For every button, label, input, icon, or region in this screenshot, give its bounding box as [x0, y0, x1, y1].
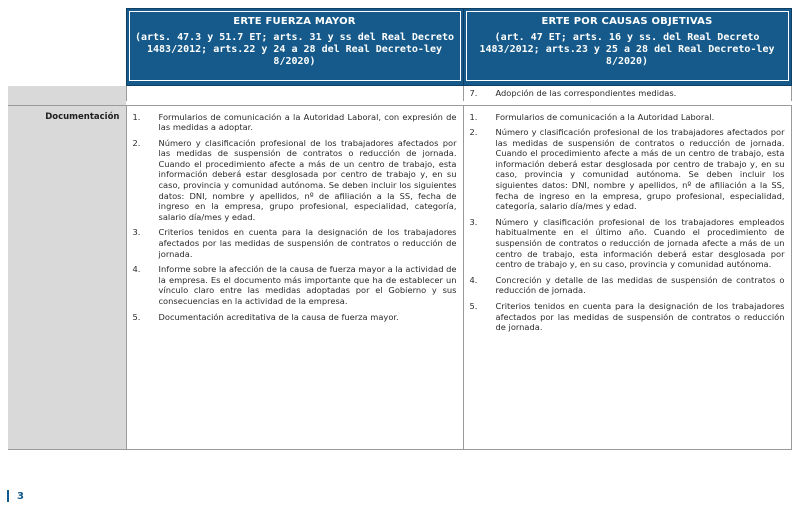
row-label-documentacion: Documentación: [8, 105, 126, 449]
list-item-number: 4.: [132, 264, 141, 275]
list-item-number: 3.: [132, 227, 141, 238]
list-item-number: 5.: [132, 311, 141, 322]
continuation-cell-a: [126, 86, 463, 101]
list-item: [131, 112, 457, 133]
header-row: [8, 9, 791, 86]
list-item-number: 4.: [469, 274, 478, 285]
footer-accent-bar: [7, 490, 9, 502]
continuation-row: [8, 86, 791, 101]
header-fuerza-mayor: [126, 9, 463, 86]
list-item: [468, 217, 785, 270]
header-causas-objetivas-subtitle: (art. 47 ET; arts. 16 y ss. del Real Decreto 1483/2012; arts.23 y 25 a 28 del Real Decreto-ley 8/2020): [479, 32, 775, 67]
list-item-text: Concreción y detalle de las medidas de suspensión de contratos o reducción de jornada.: [495, 274, 785, 296]
list-item: [464, 86, 791, 99]
list-item-text: Criterios tenidos en cuenta para la designación de los trabajadores afectados por las medidas de suspensión de contratos o reducción de jornada.: [158, 227, 457, 259]
page-footer: [7, 490, 24, 502]
list-item: [131, 312, 457, 323]
list-item-text: Número y clasificación profesional de los trabajadores empleados habitualmente en el último año. Cuando el procedimiento de suspensión de contratos o reducción de jornada afecte a más de un centro de trabajo, esta información deberá estar desglosada por centro de trabajo y, en su caso, provincia y comunidad autónoma.: [495, 216, 785, 270]
list-item-number: 5.: [469, 301, 478, 311]
list-item-text: Documentación acreditativa de la causa de fuerza mayor.: [158, 311, 399, 322]
list-item-number: 2.: [132, 137, 141, 148]
list-item-number: 7.: [469, 88, 478, 98]
list-item: [468, 301, 785, 333]
page-number: 3: [17, 490, 24, 502]
list-item-text: Adopción de las correspondientes medidas.: [495, 88, 677, 98]
list-item-text: Número y clasificación profesional de los trabajadores afectados por las medidas de suspensión de contratos o reducción de jornada. Cuando el procedimiento afecte a más de un centro de trabajo, esta información deberá estar desglosada por centro de trabajo y, en su caso, provincia y comunidad autónoma. Se deben incluir los siguientes datos: DNI, nombre y apellidos, nº de afiliación a la SS, fecha de ingreso en la empresa, grupo profesional, especialidad, categoría, salario día/mes y edad.: [158, 137, 457, 222]
list-item-text: Informe sobre la afección de la causa de fuerza mayor a la actividad de la empresa. Es el documento más importante que ha de establecer un vínculo claro entre las medidas adoptadas por el Gobierno y sus consecuencias en la actividad de la empresa.: [158, 264, 457, 306]
list-item-number: 1.: [132, 111, 141, 122]
list-item-text: Criterios tenidos en cuenta para la designación de los trabajadores afectados por las medidas de suspensión de contratos o reducción de jornada.: [495, 301, 785, 333]
list-item-number: 1.: [469, 111, 478, 122]
list-item-text: Formularios de comunicación a la Autoridad Laboral, con expresión de las medidas a adoptar.: [158, 111, 457, 133]
continuation-cell-b: [463, 86, 791, 101]
list-item: [131, 227, 457, 259]
list-item-text: Formularios de comunicación a la Autoridad Laboral.: [495, 111, 715, 122]
list-item: [468, 127, 785, 212]
list-item-number: 2.: [469, 127, 478, 138]
header-causas-objetivas: [463, 9, 791, 86]
comparison-table: [8, 8, 792, 450]
header-blank-cell: [8, 9, 126, 86]
header-fuerza-mayor-subtitle: (arts. 47.3 y 51.7 ET; arts. 31 y ss del Real Decreto 1483/2012; arts.22 y 24 a 28 del Real Decreto-ley 8/2020): [134, 32, 455, 67]
continuation-label-cell: [8, 86, 126, 101]
list-item: [468, 275, 785, 296]
header-fuerza-mayor-title: ERTE FUERZA MAYOR: [233, 16, 356, 27]
causas-objetivas-doc-list: [463, 105, 791, 449]
list-item-number: 3.: [469, 216, 478, 227]
documentacion-row: [8, 105, 791, 449]
header-causas-objetivas-title: ERTE POR CAUSAS OBJETIVAS: [541, 16, 713, 27]
list-item: [131, 138, 457, 223]
fuerza-mayor-doc-list: [126, 105, 463, 449]
list-item: [131, 264, 457, 306]
list-item-text: Número y clasificación profesional de los trabajadores afectados por las medidas de suspensión de contratos o reducción de jornada. Cuando el procedimiento afecte a más de un centro de trabajo, esta información deberá estar desglosada por centro de trabajo y, en su caso, provincia y comunidad autónoma. Se deben incluir los siguientes datos: DNI, nombre y apellidos, nº de afiliación a la SS, fecha de ingreso en la empresa, grupo profesional, especialidad, categoría, salario día/mes y edad.: [495, 127, 785, 212]
list-item: [468, 112, 785, 123]
